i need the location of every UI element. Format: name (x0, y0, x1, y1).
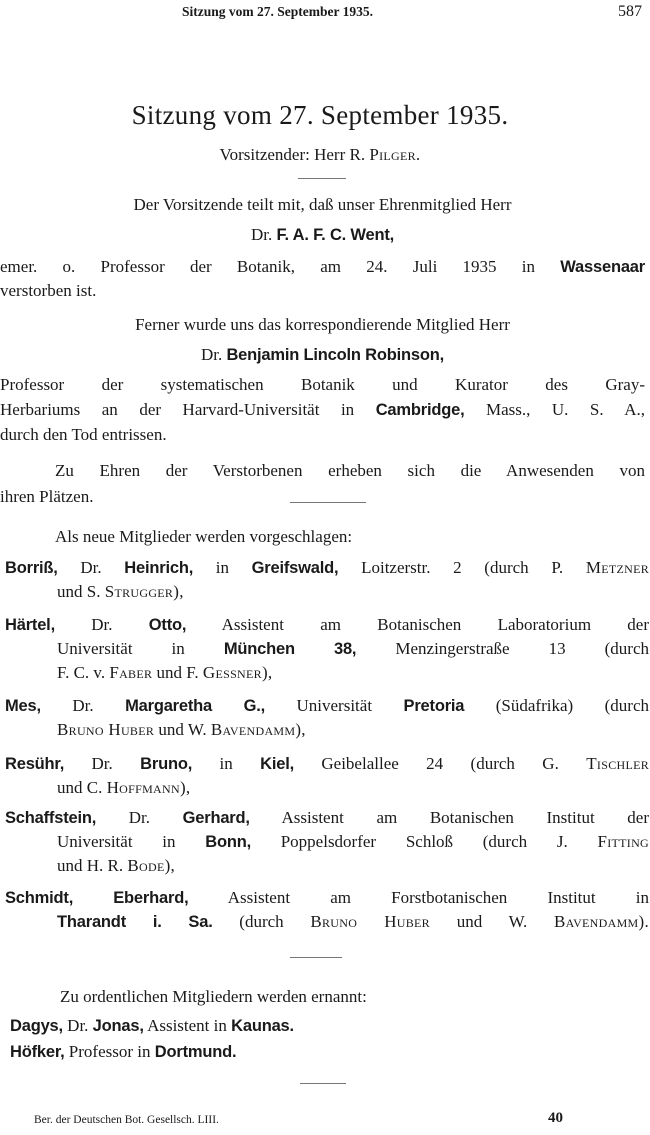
proposed-member-mes: Mes, Dr. Margaretha G., Universität Pretoria (Südafrika) (durch Bruno Huber und W. Bavendamm), (5, 696, 649, 739)
session-title: Sitzung vom 27. September 1935. (131, 100, 509, 130)
chairman-name: Pilger. (369, 145, 421, 164)
place-name: Cambridge, (375, 401, 465, 419)
notice-robinson-line3: Professor der systematischen Botanik und Kurator des Gray- (0, 375, 645, 394)
journal-footer: Ber. der Deutschen Bot. Gesellsch. LIII. (34, 1114, 219, 1126)
section-rule (290, 502, 366, 503)
proposed-intro: Als neue Mitglieder werden vorgeschlagen: (55, 527, 353, 546)
notice-went-intro: Der Vorsitzende teilt mit, daß unser Ehrenmitglied Herr (133, 195, 512, 214)
running-head-title: Sitzung vom 27. September 1935. (182, 4, 373, 19)
notice-went-name: Dr. F. A. F. C. Went, (250, 225, 395, 244)
proposed-member-schmidt: Schmidt, Eberhard, Assistent am Forstbotanischen Institut in Tharandt i. Sa. (durch Bruno Huber und W. Bavendamm). (5, 888, 650, 931)
ordinary-member-hoefker: Höfker, Professor in Dortmund. (10, 1042, 237, 1061)
proposed-member-resuehr: Resühr, Dr. Bruno, in Kiel, Geibelallee 24 (durch G. Tischler und C. Hoffmann), (5, 754, 650, 797)
notice-robinson-name: Dr. Benjamin Lincoln Robinson, (200, 345, 445, 364)
notice-robinson-line4: Herbariums an der Harvard-Universität in Cambridge, Mass., U. S. A., (0, 400, 645, 419)
place-name: Wassenaar (560, 258, 646, 276)
section-rule (290, 957, 342, 958)
person-name: F. A. F. C. Went, (276, 226, 395, 244)
honor-line1: Zu Ehren der Verstorbenen erheben sich die Anwesenden von (55, 461, 645, 480)
end-rule (300, 1083, 346, 1084)
notice-went-end: verstorben ist. (0, 281, 97, 300)
notice-went-detail: emer. o. Professor der Botanik, am 24. Juli 1935 in Wassenaar (0, 257, 646, 276)
signature-number: 40 (548, 1110, 563, 1126)
proposed-member-schaffstein: Schaffstein, Dr. Gerhard, Assistent am Botanischen Institut der Universität in Bonn, Poppelsdorfer Schloß (durch J. Fitting und H. R. Bode), (5, 808, 650, 875)
running-head (0, 4, 650, 24)
notice-robinson-intro: Ferner wurde uns das korrespondierende Mitglied Herr (135, 315, 510, 334)
title-rule (298, 178, 346, 179)
ordinary-intro: Zu ordentlichen Mitgliedern werden ernannt: (60, 987, 367, 1006)
notice-robinson-end: durch den Tod entrissen. (0, 425, 167, 444)
ordinary-member-dagys: Dagys, Dr. Jonas, Assistent in Kaunas. (10, 1016, 294, 1035)
proposed-member-borriss: Borriß, Dr. Heinrich, in Greifswald, Loitzerstr. 2 (durch P. Metzner und S. Strugger), (5, 558, 650, 601)
proposed-member-haertel: Härtel, Dr. Otto, Assistent am Botanischen Laboratorium der Universität in München 38, Menzingerstraße 13 (durch F. C. v. Faber und F. Gessner), (5, 615, 650, 682)
page-number: 587 (618, 3, 642, 20)
person-name: Benjamin Lincoln Robinson, (226, 346, 445, 364)
chairman-line: Vorsitzender: Herr R. Pilger. (219, 145, 421, 164)
honor-line2: ihren Plätzen. (0, 487, 94, 506)
